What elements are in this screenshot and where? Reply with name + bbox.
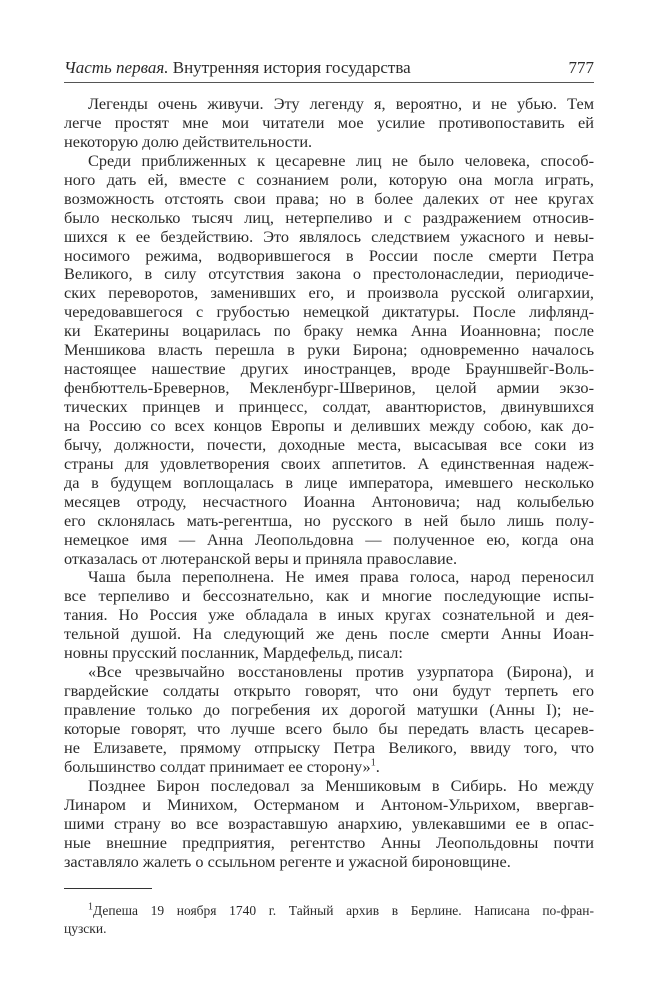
text-line: Среди приближенных к цесаревне лиц не было человека, способ-: [88, 150, 594, 170]
text-line: ки Екатерины воцарилась по браку немка Анна Иоанновна; после: [64, 321, 594, 341]
text-line: Меншикова власть перешла в руки Бирона; одновременно началось: [64, 340, 594, 360]
text-line: Позднее Бирон последовал за Меншиковым в Сибирь. Но между: [88, 775, 594, 795]
section-title: Внутренняя история государства: [172, 58, 411, 77]
text-line: не Елизавете, прямому отпрыску Петра Великого, ввиду того, что: [64, 737, 594, 757]
text-line: ные внешние предприятия, регентство Анны Леопольдовны почти: [64, 832, 594, 852]
text-line: большинство солдат принимает ее сторону»$^1$.: [64, 756, 380, 776]
text-line: Чаша была переполнена. Не имея права голоса, народ переносил: [88, 567, 594, 587]
footnote: [64, 902, 594, 938]
text-line: тельной душой. На следующий же день после смерти Анны Иоан-: [64, 624, 594, 644]
text-line: тических принцев и принцесс, солдат, авантюристов, двинувшихся: [64, 397, 594, 416]
text-line: отказалась от лютеранской веры и приняла православие.: [64, 548, 458, 568]
text-line: возможность отстоять свои права; но в более далеких от нее кругах: [64, 188, 594, 208]
text-line: «Все чрезвычайно восстановлены против узурпатора (Бирона), и: [88, 662, 594, 682]
text-line: ного дать ей, вместе с сознанием роли, которую она могла играть,: [64, 169, 594, 189]
text-line: все терпеливо и бессознательно, как и многие последующие испы-: [64, 586, 594, 606]
text-line: Линаром и Минихом, Остерманом и Антоном-Ульрихом, ввергав-: [64, 794, 594, 814]
paragraph: [64, 95, 594, 152]
text-line: гвардейские солдаты открыто говорят, что они будут терпеть его: [64, 681, 594, 701]
text-line: носимого режима, водворившегося в России после смерти Петра: [64, 245, 594, 265]
text-line: да в будущем воплощалась в лице императора, имевшего несколько: [64, 472, 594, 492]
text-line: шими страну во все возраставшую анархию, увлекавшими ее в опас-: [64, 813, 594, 833]
text-line: легче простят мне мои читатели мое усилие противопоставить ей: [64, 112, 594, 132]
header-title: [64, 58, 411, 78]
text-line: тания. Но Россия уже обладала в иных кругах сознательной и дея-: [64, 605, 594, 625]
text-line: шихся к ее бездействию. Это являлось следствием ужасного и невы-: [64, 226, 594, 246]
text-line: заставляло жалеть о ссыльном регенте и ужасной бироновщине.: [64, 851, 511, 871]
footnote-line: цузски.: [64, 921, 107, 936]
page-number: 777: [568, 58, 594, 77]
text-line: ских переворотов, заменивших его, и произвола русской олигархии,: [64, 283, 594, 303]
text-line: некоторую долю действительности.: [64, 131, 313, 151]
footnote-divider: [64, 888, 152, 889]
paragraph: [64, 152, 594, 569]
paragraph: [64, 568, 594, 663]
text-line: Великого, в силу отсутствия закона о престолонаследии, периодиче-: [64, 264, 594, 284]
text-line: немецкое имя — Анна Леопольдовна — полученное ею, когда она: [64, 529, 594, 549]
text-line: фенбюттель-Бревернов, Мекленбург-Шверинов, целой армии экзо-: [64, 378, 594, 398]
running-header: [64, 56, 594, 83]
text-line: страны для удовлетворения своих аппетитов. А единственная надеж-: [64, 453, 594, 473]
text-line: новны прусский посланник, Мардефельд, писал:: [64, 643, 403, 663]
text-line: было несколько тысяч лиц, нетерпеливо и с раздражением относив-: [64, 207, 594, 227]
part-label: Часть первая.: [64, 58, 169, 77]
footnote-line: $^1$Депеша 19 ноября 1740 г. Тайный архив в Берлине. Написана по-фран-: [88, 901, 594, 918]
text-line: его склонялась мать-регентша, но русского в ней было лишь полу-: [64, 510, 594, 530]
text-line: Легенды очень живучи. Эту легенду я, вероятно, и не убью. Тем: [88, 94, 594, 113]
text-line: чередовавшегося с грубостью немецкой диктатуры. После лифлянд-: [64, 302, 594, 322]
paragraph: [64, 777, 594, 872]
text-line: на Россию со всех концов Европы и деливших между собою, как до-: [64, 415, 594, 435]
text-line: правление только до погребения их дорогой матушки (Анны I); не-: [64, 700, 594, 719]
body-text: [64, 95, 594, 871]
footnote-ref[interactable]: 1: [370, 757, 376, 769]
text-line: бычу, должности, почести, доходные места, высасывая все соки из: [64, 434, 594, 454]
footnote-marker: 1: [88, 901, 93, 913]
quote-paragraph: [64, 663, 594, 777]
text-line: месяцев отроду, несчастного Иоанна Антоновича; над колыбелью: [64, 491, 594, 511]
text-line: настоящее нашествие других иностранцев, вроде Брауншвейг-Воль-: [64, 359, 594, 379]
text-line: которые говорят, что лучше всего было бы передать власть цесарев-: [64, 718, 594, 738]
